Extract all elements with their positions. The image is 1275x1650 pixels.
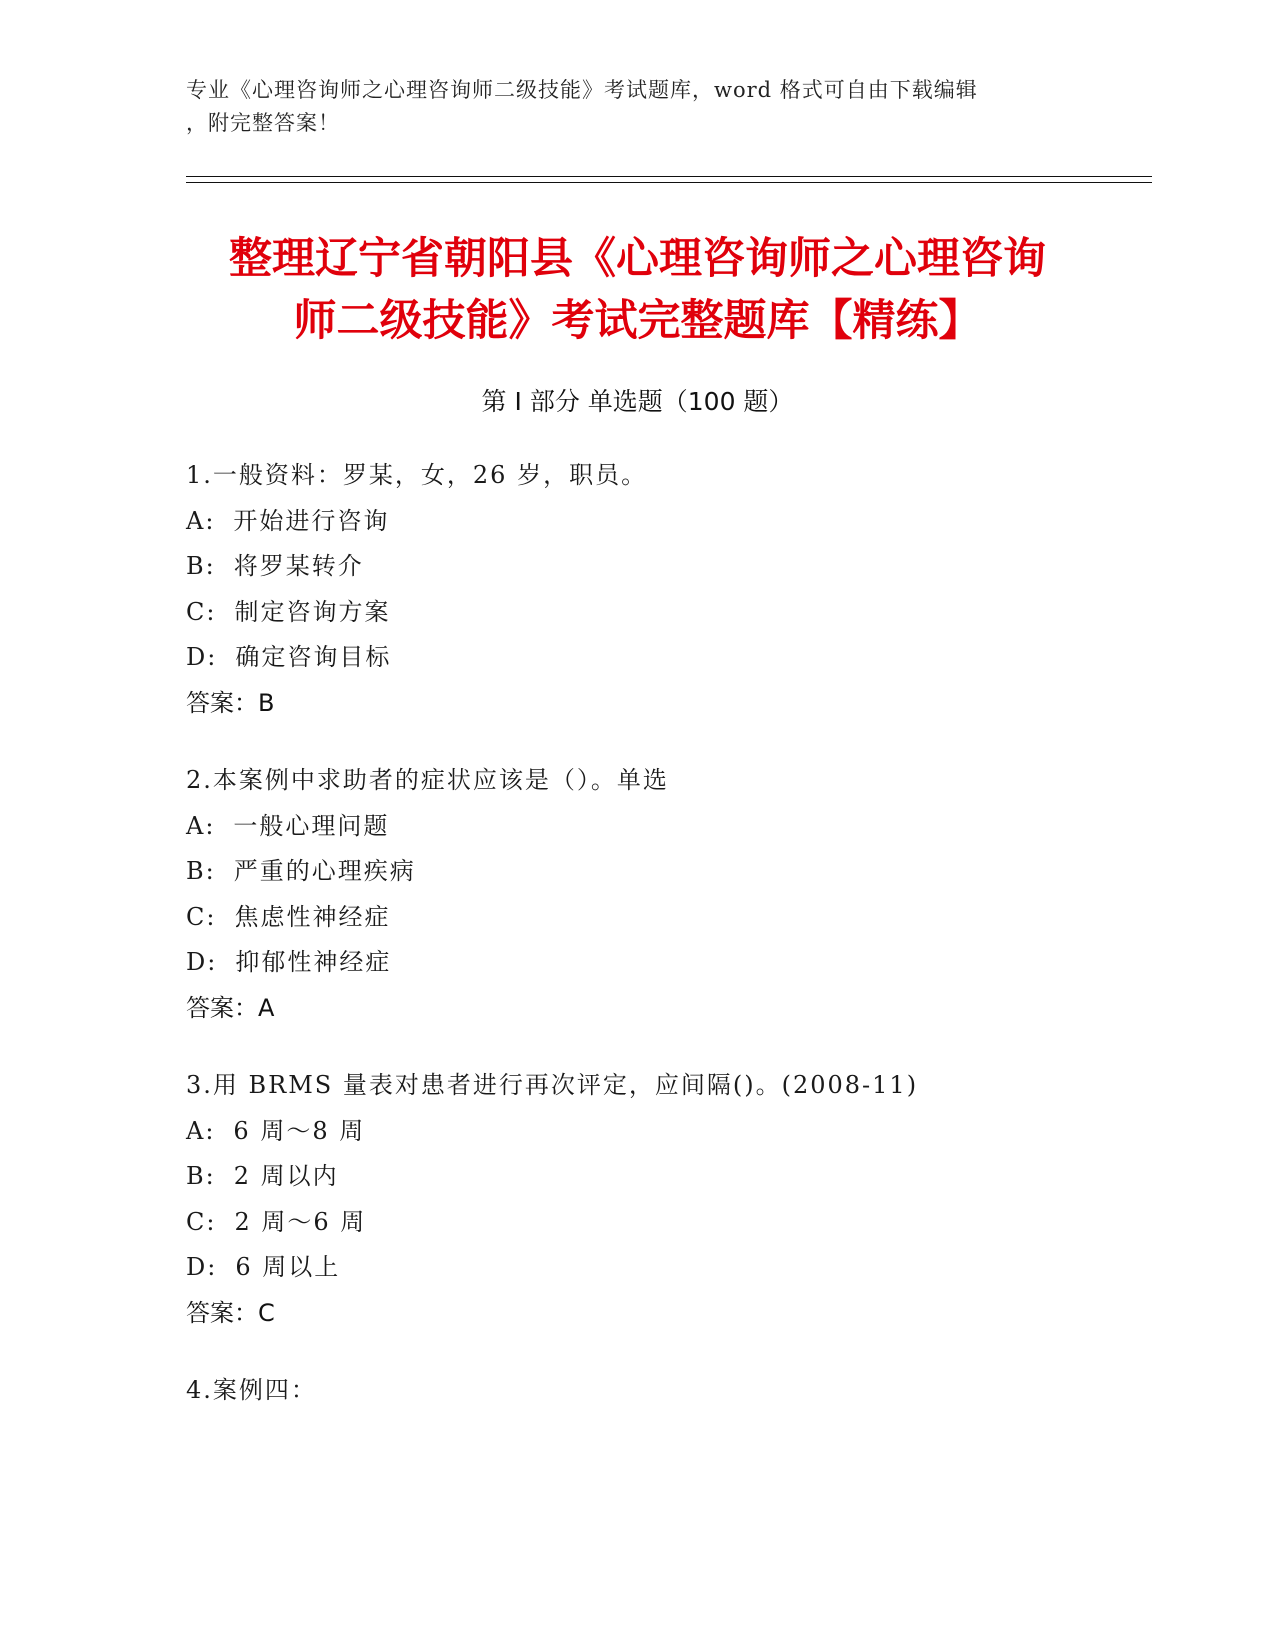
question-1	[186, 453, 1136, 726]
option-text: 确定咨询目标	[235, 643, 392, 671]
question-stem: 3.用 BRMS 量表对患者进行再次评定，应间隔()。(2008-11)	[186, 1071, 919, 1099]
option-letter: A:	[186, 506, 216, 535]
option-text: 制定咨询方案	[234, 597, 391, 626]
option-text: 抑郁性神经症	[235, 948, 392, 976]
header-rule-top	[186, 176, 1152, 177]
option-d	[186, 1245, 1136, 1291]
option-c	[186, 1200, 1136, 1246]
answer: 答案：C	[186, 1298, 275, 1327]
option-letter: C:	[186, 597, 217, 626]
option-letter: C:	[186, 1207, 217, 1236]
answer: 答案：A	[186, 993, 275, 1022]
option-text: 开始进行咨询	[233, 506, 390, 535]
question-2	[186, 758, 1136, 1031]
answer: 答案：B	[186, 688, 275, 717]
question-stem: 2.本案例中求助者的症状应该是（）。单选	[186, 766, 669, 794]
header-note-line-1: 专业《心理咨询师之心理咨询师二级技能》考试题库，word 格式可自由下载编辑	[186, 78, 978, 102]
option-b	[186, 544, 1136, 590]
option-d	[186, 635, 1136, 681]
header-rule-bottom	[186, 182, 1152, 183]
document-title-line-1: 整理辽宁省朝阳县《心理咨询师之心理咨询	[229, 234, 1046, 284]
option-letter: D:	[186, 643, 218, 671]
document-title-line-2: 师二级技能》考试完整题库【精练】	[293, 296, 982, 346]
option-text: 2 周～6 周	[234, 1207, 367, 1236]
option-b	[186, 1154, 1136, 1200]
option-letter: D:	[186, 1253, 218, 1281]
header-note	[186, 74, 1086, 140]
option-b	[186, 849, 1136, 895]
option-letter: B:	[186, 552, 216, 580]
option-text: 焦虑性神经症	[234, 902, 391, 931]
question-3	[186, 1063, 1136, 1336]
header-note-line-2: ，附完整答案！	[186, 111, 340, 135]
question-4	[186, 1368, 1136, 1414]
question-stem: 1.一般资料：罗某，女，26 岁，职员。	[186, 461, 648, 489]
option-a	[186, 1109, 1136, 1155]
option-letter: B:	[186, 857, 216, 885]
document-title	[150, 228, 1125, 352]
section-title: 第 I 部分 单选题（100 题）	[481, 387, 794, 416]
option-text: 将罗某转介	[233, 552, 364, 580]
option-letter: C:	[186, 902, 217, 931]
question-stem: 4.案例四：	[186, 1376, 317, 1404]
option-c	[186, 895, 1136, 941]
option-a	[186, 499, 1136, 545]
option-c	[186, 590, 1136, 636]
option-a	[186, 804, 1136, 850]
option-text: 6 周以上	[235, 1253, 341, 1281]
option-letter: D:	[186, 948, 218, 976]
option-letter: A:	[186, 1116, 216, 1145]
option-text: 严重的心理疾病	[233, 857, 416, 885]
option-letter: A:	[186, 811, 216, 840]
option-d	[186, 940, 1136, 986]
option-letter: B:	[186, 1162, 216, 1190]
option-text: 2 周以内	[233, 1162, 339, 1190]
option-text: 一般心理问题	[233, 811, 390, 840]
option-text: 6 周～8 周	[233, 1116, 366, 1145]
